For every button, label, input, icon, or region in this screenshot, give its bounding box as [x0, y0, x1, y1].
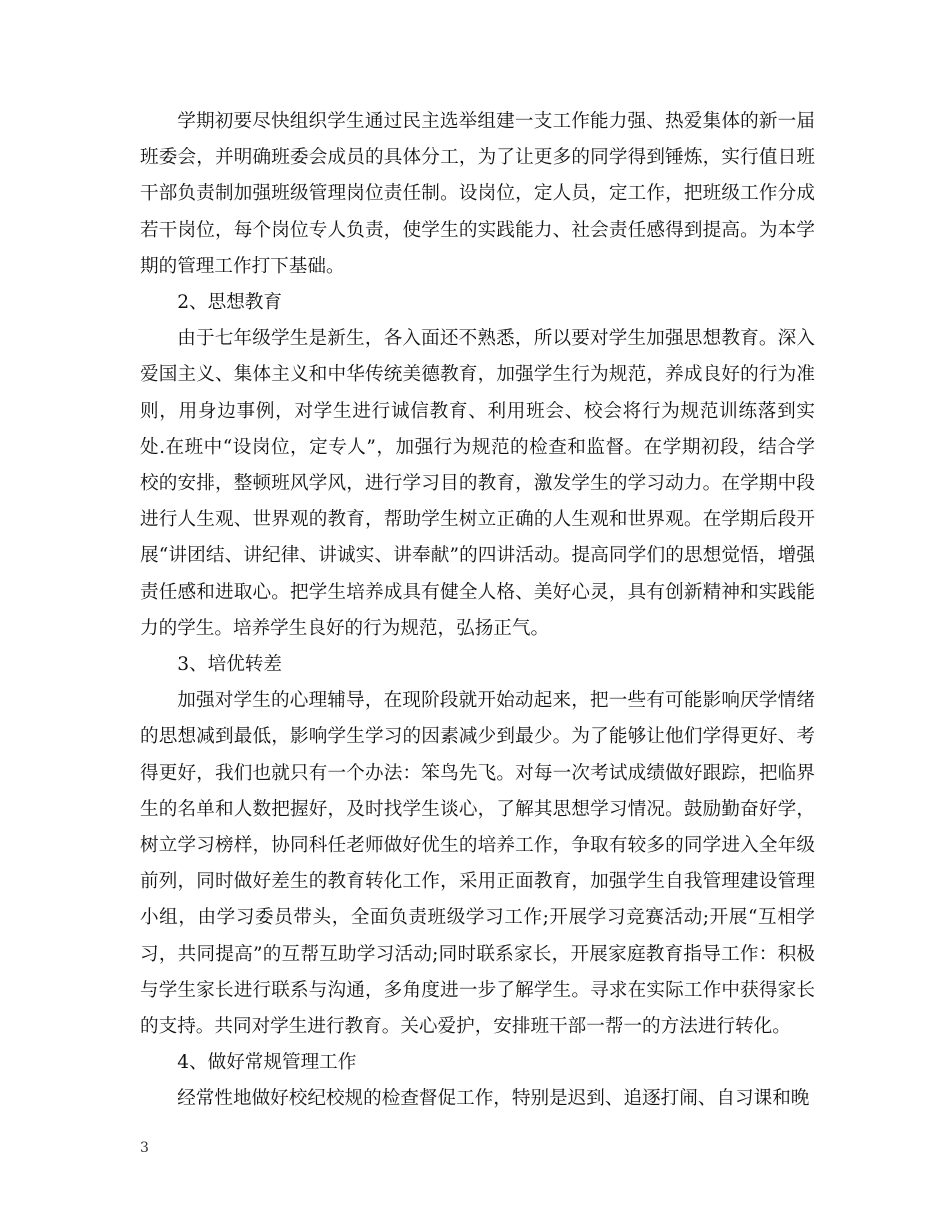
- section-heading-tutoring: 3、培优转差: [177, 654, 282, 676]
- intro-paragraph: 学期初要尽快组织学生通过民主选举组建一支工作能力强、热爱集体的新一届班委会，并明确班委会成员的具体分工，为了让更多的同学得到锤炼，实行值日班干部负责制加强班级管理岗位责任制。设岗位，定人员，定工作，把班级工作分成若干岗位，每个岗位专人负责，使学生的实践能力、社会责任感得到提高。为本学期的管理工作打下基础。: [140, 111, 815, 277]
- page-number: 3: [140, 1140, 149, 1156]
- section-heading-routine: 4、做好常规管理工作: [177, 1052, 357, 1074]
- section-text-routine: 经常性地做好校纪校规的检查督促工作，特别是迟到、追逐打闹、自习课和晚: [177, 1088, 810, 1110]
- section-text-tutoring: 加强对学生的心理辅导，在现阶段就开始动起来，把一些有可能影响厌学情绪的思想减到最低，影响学生学习的因素减少到最少。为了能够让他们学得更好、考得更好，我们也就只有一个办法：笨鸟先飞。对每一次考试成绩做好跟踪，把临界生的名单和人数把握好，及时找学生谈心，了解其思想学习情况。鼓励勤奋好学，树立学习榜样，协同科任老师做好优生的培养工作，争取有较多的同学进入全年级前列，同时做好差生的教育转化工作，采用正面教育，加强学生自我管理建设管理小组，由学习委员带头，全面负责班级学习工作;开展学习竞赛活动;开展“互相学习，共同提高”的互帮互助学习活动;同时联系家长，开展家庭教育指导工作：积极与学生家长进行联系与沟通，多角度进一步了解学生。寻求在实际工作中获得家长的支持。共同对学生进行教育。关心爱护，安排班干部一帮一的方法进行转化。: [140, 690, 815, 1038]
- section-text-ideology: 由于七年级学生是新生，各入面还不熟悉，所以要对学生加强思想教育。深入爱国主义、集体主义和中华传统美德教育，加强学生行为规范，养成良好的行为准则，用身边事例，对学生进行诚信教育、利用班会、校会将行为规范训练落到实处.在班中“设岗位，定专人”，加强行为规范的检查和监督。在学期初段，结合学校的安排，整顿班风学风，进行学习目的教育，激发学生的学习动力。在学期中段进行人生观、世界观的教育，帮助学生树立正确的人生观和世界观。在学期后段开展“讲团结、讲纪律、讲诚实、讲奉献”的四讲活动。提高同学们的思想觉悟，增强责任感和进取心。把学生培养成具有健全人格、美好心灵，具有创新精神和实践能力的学生。培养学生良好的行为规范，弘扬正气。: [140, 328, 815, 639]
- section-heading-ideology: 2、思想教育: [177, 292, 282, 314]
- document-body: [140, 104, 815, 1118]
